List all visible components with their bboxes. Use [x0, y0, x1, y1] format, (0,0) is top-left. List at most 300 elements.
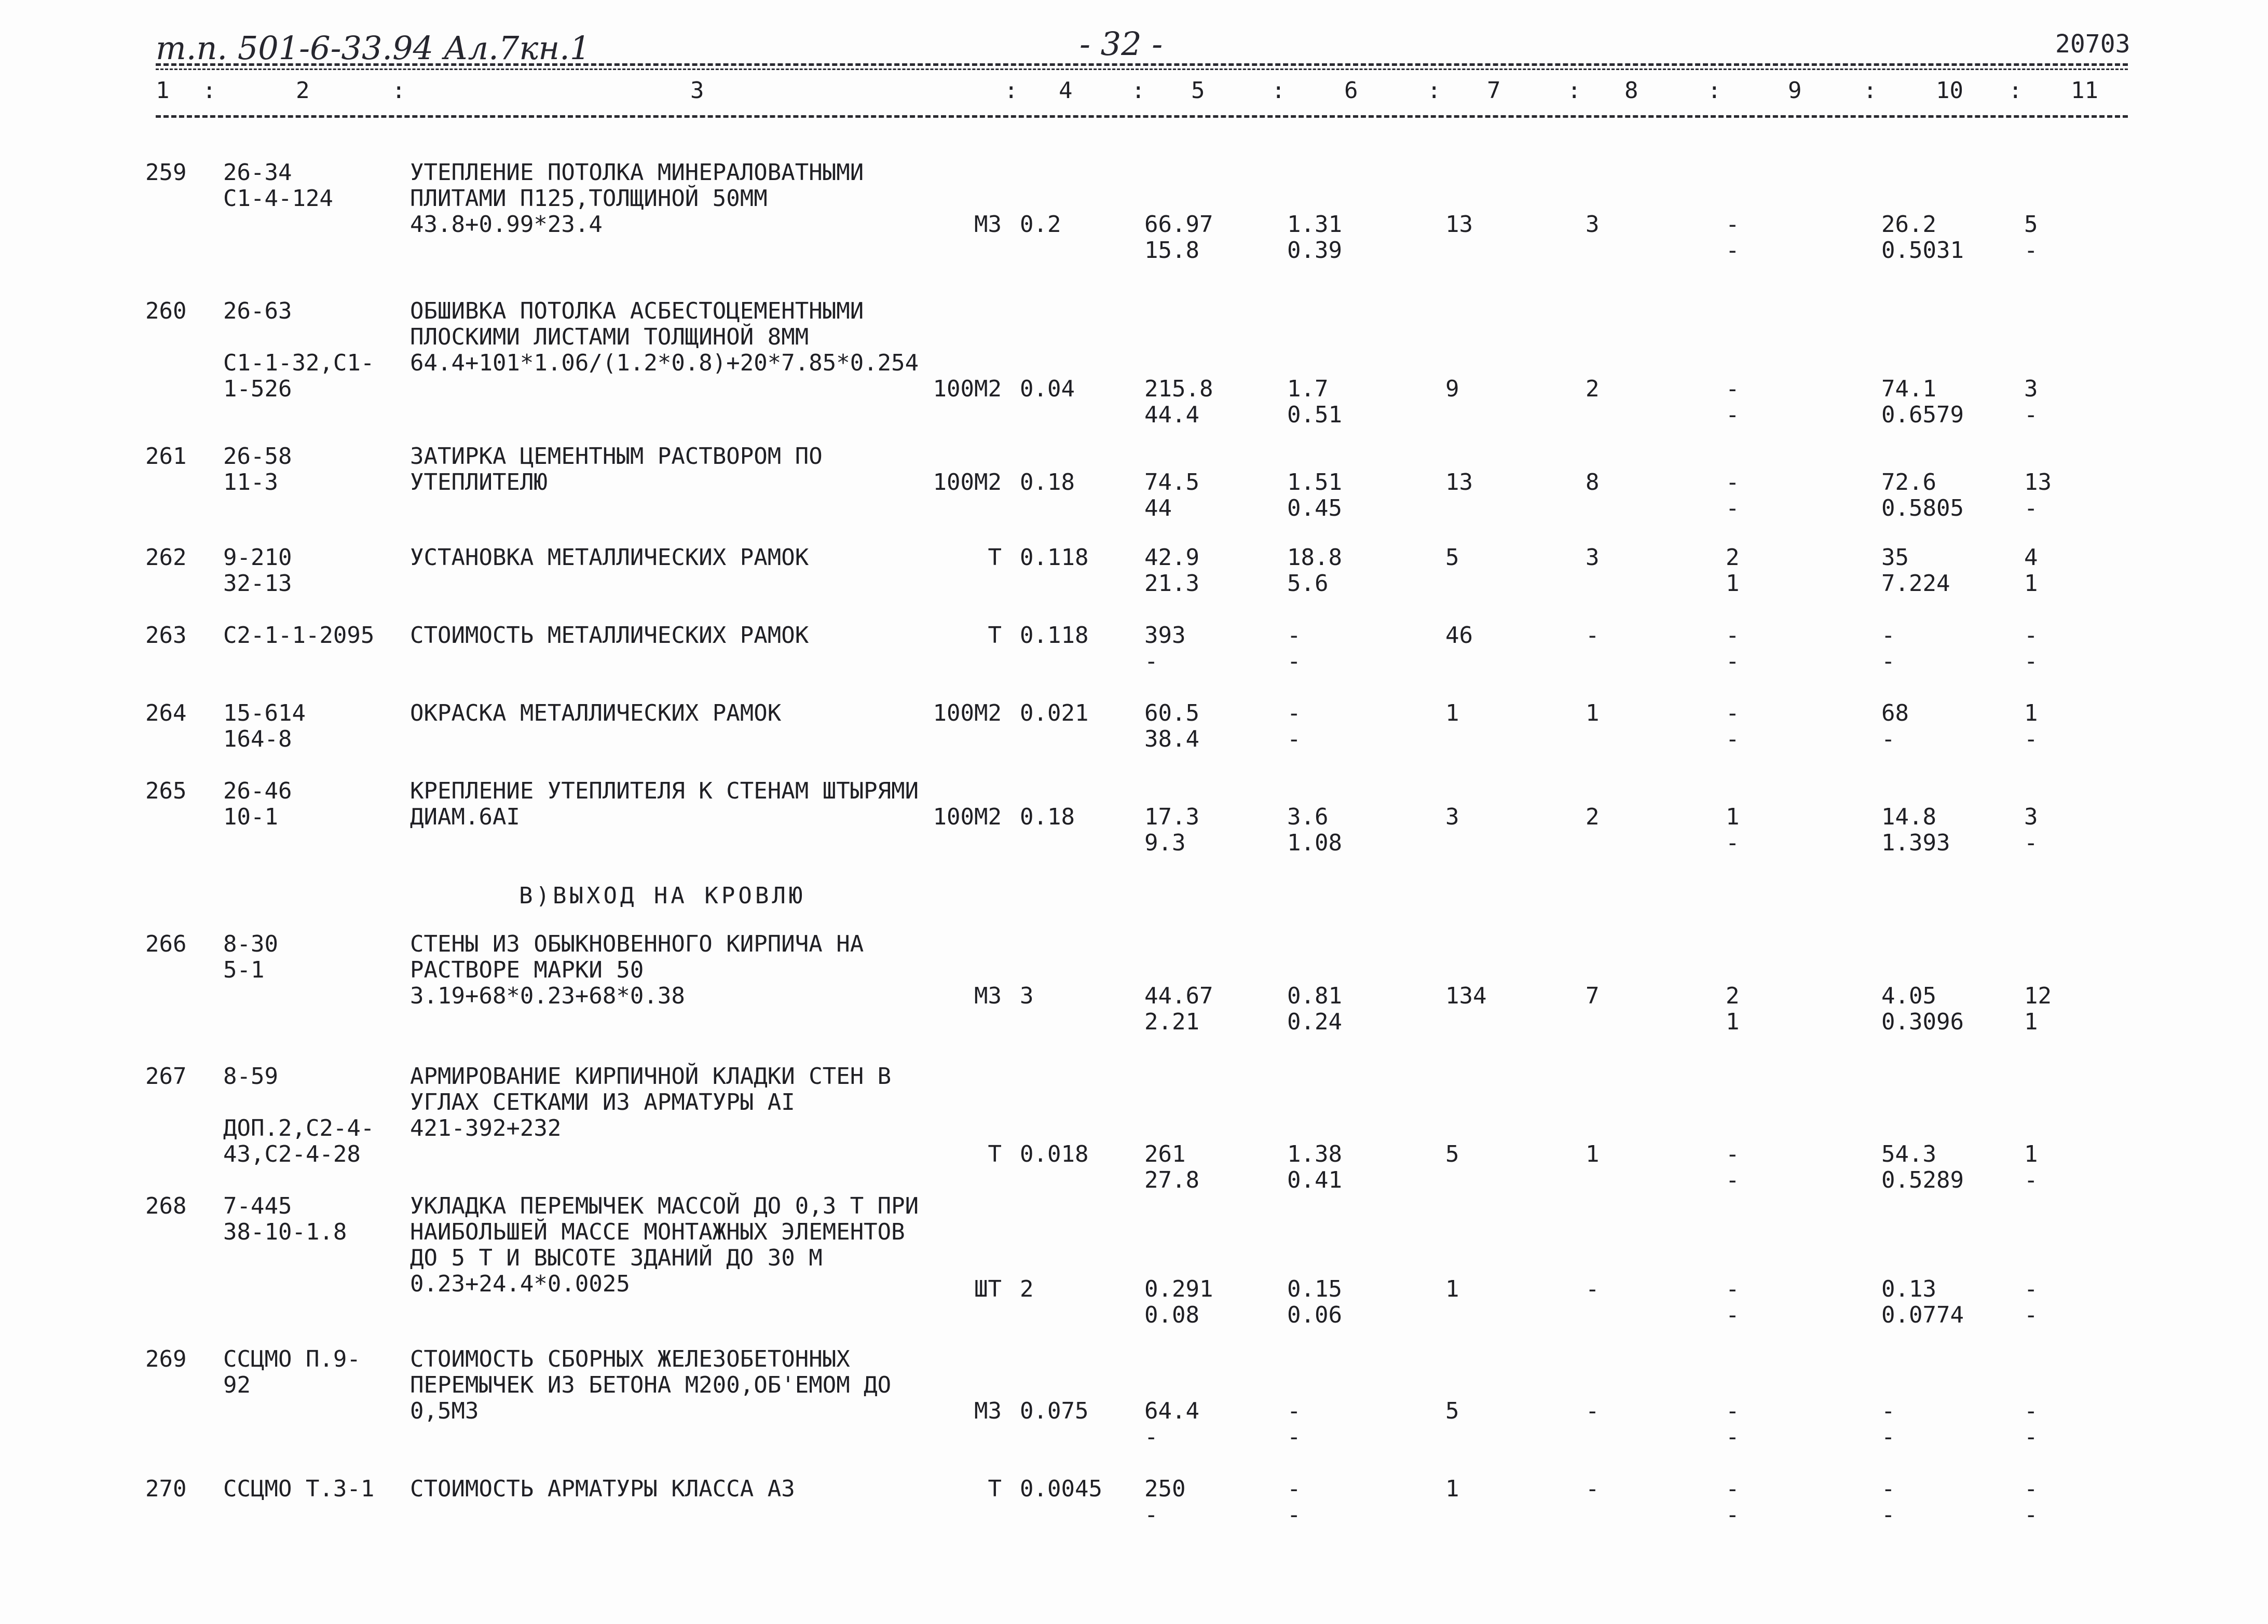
row-code	[223, 1064, 374, 1167]
row-description-line: ПЛОСКИМИ ЛИСТАМИ ТОЛЩИНОЙ 8ММ	[410, 324, 809, 350]
row-col10-line: 0.3096	[1881, 1009, 1964, 1035]
row-col7-line: 5	[1445, 1398, 1459, 1424]
row-col8	[1586, 1141, 1600, 1167]
column-separator: :	[392, 77, 406, 104]
row-unit: Т	[988, 1141, 1002, 1167]
row-col11	[2024, 212, 2038, 264]
row-description	[410, 623, 809, 649]
row-col10-line: -	[1881, 726, 1895, 752]
column-separator: :	[1567, 77, 1581, 104]
row-code-line: 7-445	[223, 1193, 292, 1219]
row-col10	[1881, 1141, 1964, 1193]
row-col10-line: 72.6	[1881, 469, 1936, 496]
row-col6-line: 0.45	[1287, 495, 1342, 521]
row-col7-line: 9	[1445, 376, 1459, 402]
row-unit: 100М2	[933, 700, 1002, 726]
row-description	[410, 160, 864, 238]
column-separator: :	[1131, 77, 1145, 104]
row-col10-line: 35	[1881, 544, 1909, 571]
row-quantity: 0.18	[1020, 804, 1075, 830]
row-col10-line: 0.6579	[1881, 402, 1964, 428]
row-code	[223, 160, 333, 212]
row-description-line: ОКРАСКА МЕТАЛЛИЧЕСКИХ РАМОК	[410, 700, 782, 726]
row-number: 266	[145, 931, 187, 957]
row-col11	[2024, 545, 2038, 597]
row-code	[223, 298, 374, 402]
row-col8-line: 3	[1586, 544, 1600, 571]
row-code-line: 38-10-1.8	[223, 1219, 347, 1245]
row-col7-line: 134	[1445, 983, 1487, 1009]
row-description	[410, 545, 809, 571]
row-col9-line: -	[1726, 1167, 1740, 1193]
row-col6-line: -	[1287, 1476, 1301, 1502]
row-description-line: УГЛАХ СЕТКАМИ ИЗ АРМАТУРЫ АI	[410, 1089, 795, 1116]
row-col10-line: 1.393	[1881, 830, 1950, 856]
row-col11-line: -	[2024, 495, 2038, 521]
column-header-2: 2	[296, 77, 310, 104]
row-col6-line: -	[1287, 726, 1301, 752]
row-col10-line: 0.5805	[1881, 495, 1964, 521]
row-number: 261	[145, 443, 187, 470]
row-col9-line: 2	[1726, 544, 1740, 571]
row-number: 262	[145, 544, 187, 571]
row-col9-line: -	[1726, 1476, 1740, 1502]
row-col6	[1287, 376, 1342, 428]
row-col5-line: 250	[1144, 1476, 1186, 1502]
row-col6-line: -	[1287, 700, 1301, 726]
row-col5-line: -	[1144, 648, 1158, 675]
row-col5-line: 21.3	[1144, 570, 1199, 597]
row-col5-line: 44.4	[1144, 402, 1199, 428]
row-description-line: УТЕПЛЕНИЕ ПОТОЛКА МИНЕРАЛОВАТНЫМИ	[410, 159, 864, 186]
section-title: В)ВЫХОД НА КРОВЛЮ	[519, 883, 806, 909]
row-col9	[1726, 212, 1740, 264]
row-col11-line: -	[2024, 622, 2038, 649]
row-description-line: 0,5М3	[410, 1398, 479, 1424]
row-col11-line: -	[2024, 648, 2038, 675]
row-col8-line: 2	[1586, 804, 1600, 830]
row-col11-line: -	[2024, 1302, 2038, 1328]
column-header-6: 6	[1344, 77, 1358, 104]
row-col11-line: -	[2024, 726, 2038, 752]
row-col8	[1586, 545, 1600, 571]
row-col6-line: -	[1287, 648, 1301, 675]
row-unit: М3	[974, 1398, 1002, 1424]
row-unit: 100М2	[933, 469, 1002, 496]
row-code-line: 26-34	[223, 159, 292, 186]
row-col7	[1445, 1398, 1459, 1424]
row-code	[223, 545, 292, 597]
row-number: 260	[145, 298, 187, 324]
row-description-line: 3.19+68*0.23+68*0.38	[410, 983, 685, 1009]
row-col10-line: 68	[1881, 700, 1909, 726]
row-col6-line: 0.39	[1287, 237, 1342, 264]
row-col9-line: -	[1726, 1424, 1740, 1450]
row-col10-line: 26.2	[1881, 211, 1936, 238]
row-col5	[1144, 1476, 1185, 1528]
row-description	[410, 778, 919, 830]
row-col9-line: 2	[1726, 983, 1740, 1009]
row-code-line: ДОП.2,С2-4-	[223, 1115, 375, 1141]
row-col8-line: -	[1586, 1276, 1600, 1302]
row-col10-line: 0.0774	[1881, 1302, 1964, 1328]
row-number: 268	[145, 1193, 187, 1219]
row-col8	[1586, 983, 1600, 1009]
row-quantity: 2	[1020, 1276, 1034, 1302]
row-description	[410, 700, 781, 726]
row-number: 267	[145, 1063, 187, 1090]
column-separator: :	[1427, 77, 1441, 104]
column-header-9: 9	[1788, 77, 1802, 104]
row-col11-line: 5	[2024, 211, 2038, 238]
row-col6-line: 1.08	[1287, 830, 1342, 856]
column-header-4: 4	[1059, 77, 1073, 104]
row-col5-line: 66.97	[1144, 211, 1213, 238]
row-col11-line: 4	[2024, 544, 2038, 571]
row-col11-line: -	[2024, 1502, 2038, 1528]
row-col5-line: 261	[1144, 1141, 1186, 1167]
row-code	[223, 700, 306, 752]
row-col11-line: -	[2024, 1276, 2038, 1302]
row-col7-line: 13	[1445, 211, 1473, 238]
row-col9-line: -	[1726, 495, 1740, 521]
row-col11-line: 1	[2024, 1141, 2038, 1167]
row-col8-line: -	[1586, 622, 1600, 649]
row-number: 269	[145, 1346, 187, 1372]
row-description	[410, 1476, 795, 1502]
row-code-line: 15-614	[223, 700, 306, 726]
row-quantity: 3	[1020, 983, 1034, 1009]
row-col10	[1881, 545, 1950, 597]
row-description-line: РАСТВОРЕ МАРКИ 50	[410, 957, 644, 983]
row-description-line: 43.8+0.99*23.4	[410, 211, 603, 238]
row-code-line: 11-3	[223, 469, 278, 496]
row-col10-line: -	[1881, 1502, 1895, 1528]
row-quantity: 0.118	[1020, 622, 1089, 649]
column-separator: :	[1004, 77, 1018, 104]
column-header-5: 5	[1191, 77, 1205, 104]
row-col11	[2024, 1141, 2038, 1193]
row-col8-line: -	[1586, 1398, 1600, 1424]
row-col10-line: 7.224	[1881, 570, 1950, 597]
row-col7	[1445, 983, 1486, 1009]
row-code-line: 10-1	[223, 804, 278, 830]
row-quantity: 0.18	[1020, 469, 1075, 496]
row-col9-line: -	[1726, 402, 1740, 428]
row-col9-line: -	[1726, 469, 1740, 496]
row-col9-line: -	[1726, 1302, 1740, 1328]
row-quantity: 0.0045	[1020, 1476, 1102, 1502]
row-col5	[1144, 804, 1199, 856]
row-code-line: 164-8	[223, 726, 292, 752]
row-col6-line: 0.15	[1287, 1276, 1342, 1302]
column-separator: :	[1707, 77, 1722, 104]
row-col8	[1586, 700, 1600, 726]
column-header-1: 1	[156, 77, 170, 104]
row-col5-line: 9.3	[1144, 830, 1186, 856]
row-col6-line: 5.6	[1287, 570, 1329, 597]
row-number: 270	[145, 1476, 187, 1502]
row-col11	[2024, 623, 2038, 675]
row-col8-line: 3	[1586, 211, 1600, 238]
header-top-rule	[156, 63, 2128, 66]
row-col7	[1445, 804, 1459, 830]
row-col9-line: -	[1726, 648, 1740, 675]
row-col7-line: 1	[1445, 700, 1459, 726]
row-col10-line: -	[1881, 622, 1895, 649]
row-col6	[1287, 804, 1342, 856]
column-separator: :	[1863, 77, 1877, 104]
header-bottom-rule	[156, 115, 2128, 118]
row-col5	[1144, 212, 1213, 264]
row-col8-line: 7	[1586, 983, 1600, 1009]
header-top-rule-2	[156, 68, 2128, 70]
row-quantity: 0.118	[1020, 544, 1089, 571]
row-col11-line: -	[2024, 1424, 2038, 1450]
row-description	[410, 298, 919, 376]
row-col10	[1881, 1276, 1964, 1328]
row-description	[410, 1064, 891, 1141]
row-col7	[1445, 1141, 1459, 1167]
row-code	[223, 1193, 347, 1245]
row-col5-line: 17.3	[1144, 804, 1199, 830]
row-col9-line: -	[1726, 726, 1740, 752]
row-col8-line: 1	[1586, 700, 1600, 726]
row-col11-line: -	[2024, 830, 2038, 856]
row-col6	[1287, 212, 1342, 264]
row-col6	[1287, 700, 1301, 752]
row-unit: ШТ	[974, 1276, 1002, 1302]
row-description-line: ПЛИТАМИ П125,ТОЛЩИНОЙ 50ММ	[410, 185, 768, 212]
row-col6-line: 0.81	[1287, 983, 1342, 1009]
row-col11-line: -	[2024, 1476, 2038, 1502]
row-description-line: КРЕПЛЕНИЕ УТЕПЛИТЕЛЯ К СТЕНАМ ШТЫРЯМИ	[410, 778, 919, 804]
row-col5-line: 0.291	[1144, 1276, 1213, 1302]
row-col5	[1144, 1276, 1213, 1328]
row-number: 263	[145, 622, 187, 649]
row-col9	[1726, 1398, 1740, 1450]
row-col9-line: -	[1726, 1398, 1740, 1424]
row-col6-line: 1.51	[1287, 469, 1342, 496]
row-col10-line: -	[1881, 648, 1895, 675]
row-col10	[1881, 1476, 1895, 1528]
row-col9	[1726, 700, 1740, 752]
row-col11-line: 1	[2024, 570, 2038, 597]
row-col9	[1726, 545, 1740, 597]
row-col6-line: 1.31	[1287, 211, 1342, 238]
column-separator: :	[1272, 77, 1286, 104]
row-description-line: УТЕПЛИТЕЛЮ	[410, 469, 548, 496]
row-unit: 100М2	[933, 804, 1002, 830]
row-col7	[1445, 470, 1473, 496]
row-col8	[1586, 1476, 1600, 1502]
row-col7-line: 3	[1445, 804, 1459, 830]
row-code-line: 43,С2-4-28	[223, 1141, 361, 1167]
row-col6	[1287, 623, 1301, 675]
row-col9-line: -	[1726, 376, 1740, 402]
row-unit: Т	[988, 1476, 1002, 1502]
row-col6-line: 18.8	[1287, 544, 1342, 571]
row-col11	[2024, 1476, 2038, 1528]
row-col9	[1726, 983, 1740, 1035]
row-col11-line: 12	[2024, 983, 2052, 1009]
row-col9	[1726, 470, 1740, 521]
page-number: - 32 -	[1080, 25, 1163, 63]
row-col6-line: -	[1287, 622, 1301, 649]
row-col5-line: 74.5	[1144, 469, 1199, 496]
row-col5-line: 393	[1144, 622, 1186, 649]
row-col8-line: -	[1586, 1476, 1600, 1502]
row-code-line: 26-58	[223, 443, 292, 470]
row-col5-line: 60.5	[1144, 700, 1199, 726]
row-col7-line: 13	[1445, 469, 1473, 496]
row-col5	[1144, 470, 1199, 521]
row-col11-line: -	[2024, 1167, 2038, 1193]
row-description-line: АРМИРОВАНИЕ КИРПИЧНОЙ КЛАДКИ СТЕН В	[410, 1063, 892, 1090]
row-col5-line: 64.4	[1144, 1398, 1199, 1424]
row-unit: 100М2	[933, 376, 1002, 402]
row-description-line: УСТАНОВКА МЕТАЛЛИЧЕСКИХ РАМОК	[410, 544, 809, 571]
row-code	[223, 778, 292, 830]
row-unit: М3	[974, 211, 1002, 238]
column-header-10: 10	[1936, 77, 1963, 104]
row-col5	[1144, 983, 1213, 1035]
row-quantity: 0.018	[1020, 1141, 1089, 1167]
row-col7-line: 46	[1445, 622, 1473, 649]
row-code-line	[223, 324, 374, 350]
row-col8	[1586, 1276, 1600, 1302]
row-col11-line: -	[2024, 237, 2038, 264]
row-col9-line: -	[1726, 830, 1740, 856]
row-code-line: 1-526	[223, 376, 292, 402]
row-col9-line: -	[1726, 237, 1740, 264]
row-col5-line: -	[1144, 1424, 1158, 1450]
row-col7	[1445, 623, 1473, 649]
row-col6-line: 0.41	[1287, 1167, 1342, 1193]
row-description-line: НАИБОЛЬШЕЙ МАССЕ МОНТАЖНЫХ ЭЛЕМЕНТОВ	[410, 1219, 905, 1245]
row-col6-line: -	[1287, 1424, 1301, 1450]
row-col6-line: 0.51	[1287, 402, 1342, 428]
row-col10	[1881, 804, 1950, 856]
column-header-11: 11	[2071, 77, 2098, 104]
row-col6-line: 1.7	[1287, 376, 1329, 402]
row-col7	[1445, 376, 1459, 402]
row-number: 265	[145, 778, 187, 804]
row-unit: Т	[988, 622, 1002, 649]
row-col7	[1445, 700, 1459, 726]
row-col8	[1586, 623, 1600, 649]
row-col9	[1726, 804, 1740, 856]
row-description-line: СТЕНЫ ИЗ ОБЫКНОВЕННОГО КИРПИЧА НА	[410, 931, 864, 957]
row-quantity: 0.075	[1020, 1398, 1089, 1424]
row-col7-line: 1	[1445, 1476, 1459, 1502]
column-separator: :	[2009, 77, 2023, 104]
row-code-line: С2-1-1-2095	[223, 622, 375, 649]
row-col9-line: -	[1726, 1502, 1740, 1528]
row-col10-line: -	[1881, 1398, 1895, 1424]
row-col5-line: 38.4	[1144, 726, 1199, 752]
row-col7-line: 5	[1445, 1141, 1459, 1167]
row-col9-line: -	[1726, 211, 1740, 238]
row-col10-line: 4.05	[1881, 983, 1936, 1009]
row-number: 259	[145, 159, 187, 186]
row-col6	[1287, 1141, 1342, 1193]
row-col9-line: -	[1726, 1141, 1740, 1167]
row-col6-line: -	[1287, 1398, 1301, 1424]
row-code	[223, 623, 374, 649]
row-col6-line: 0.24	[1287, 1009, 1342, 1035]
row-col5	[1144, 1398, 1199, 1450]
document-code: 20703	[2055, 30, 2130, 59]
row-col5-line: 0.08	[1144, 1302, 1199, 1328]
row-col9	[1726, 1476, 1740, 1528]
row-col5-line: 215.8	[1144, 376, 1213, 402]
row-description-line: СТОИМОСТЬ СБОРНЫХ ЖЕЛЕЗОБЕТОННЫХ	[410, 1346, 850, 1372]
row-col9-line: 1	[1726, 804, 1740, 830]
row-col8-line: 8	[1586, 469, 1600, 496]
row-col5	[1144, 623, 1185, 675]
row-col7	[1445, 1276, 1459, 1302]
row-col5-line: 27.8	[1144, 1167, 1199, 1193]
row-col6	[1287, 1476, 1301, 1528]
row-description-line: СТОИМОСТЬ МЕТАЛЛИЧЕСКИХ РАМОК	[410, 622, 809, 649]
row-col11-line: 3	[2024, 376, 2038, 402]
row-col9-line: 1	[1726, 570, 1740, 597]
row-col9	[1726, 376, 1740, 428]
row-col9-line: -	[1726, 700, 1740, 726]
row-col10-line: 74.1	[1881, 376, 1936, 402]
column-header-3: 3	[690, 77, 704, 104]
row-code-line: 26-63	[223, 298, 292, 324]
row-col6-line: 1.38	[1287, 1141, 1342, 1167]
row-description-line: 421-392+232	[410, 1115, 562, 1141]
row-description-line: 64.4+101*1.06/(1.2*0.8)+20*7.85*0.254	[410, 350, 919, 376]
row-col10-line: 0.5031	[1881, 237, 1964, 264]
row-code-line: 9-210	[223, 544, 292, 571]
row-unit: М3	[974, 983, 1002, 1009]
row-col6-line: -	[1287, 1502, 1301, 1528]
row-code-line: ССЦМО Т.3-1	[223, 1476, 375, 1502]
row-code-line: 8-59	[223, 1063, 278, 1090]
row-col11	[2024, 700, 2038, 752]
row-number: 264	[145, 700, 187, 726]
row-col11-line: -	[2024, 1398, 2038, 1424]
row-code-line: 32-13	[223, 570, 292, 597]
row-col9	[1726, 623, 1740, 675]
row-description-line: ДО 5 Т И ВЫСОТЕ ЗДАНИЙ ДО 30 М	[410, 1245, 823, 1271]
row-description-line: УКЛАДКА ПЕРЕМЫЧЕК МАССОЙ ДО 0,3 Т ПРИ	[410, 1193, 919, 1219]
row-col10-line: 14.8	[1881, 804, 1936, 830]
row-code	[223, 444, 292, 496]
row-col11	[2024, 983, 2052, 1035]
row-col11	[2024, 1276, 2038, 1328]
row-description-line: 0.23+24.4*0.0025	[410, 1271, 630, 1297]
row-code-line	[223, 1090, 374, 1116]
row-code-line: С1-4-124	[223, 185, 333, 212]
row-code-line: ССЦМО П.9-	[223, 1346, 361, 1372]
row-code	[223, 1346, 361, 1398]
row-col5-line: 15.8	[1144, 237, 1199, 264]
row-col10	[1881, 470, 1964, 521]
row-col11-line: 3	[2024, 804, 2038, 830]
row-description	[410, 1193, 919, 1297]
row-col5	[1144, 1141, 1199, 1193]
row-col10-line: 0.5289	[1881, 1167, 1964, 1193]
column-header-8: 8	[1624, 77, 1638, 104]
row-code-line: 5-1	[223, 957, 265, 983]
doc-reference: т.п. 501-6-33.94 Ал.7кн.1	[156, 29, 591, 67]
row-col11	[2024, 804, 2038, 856]
